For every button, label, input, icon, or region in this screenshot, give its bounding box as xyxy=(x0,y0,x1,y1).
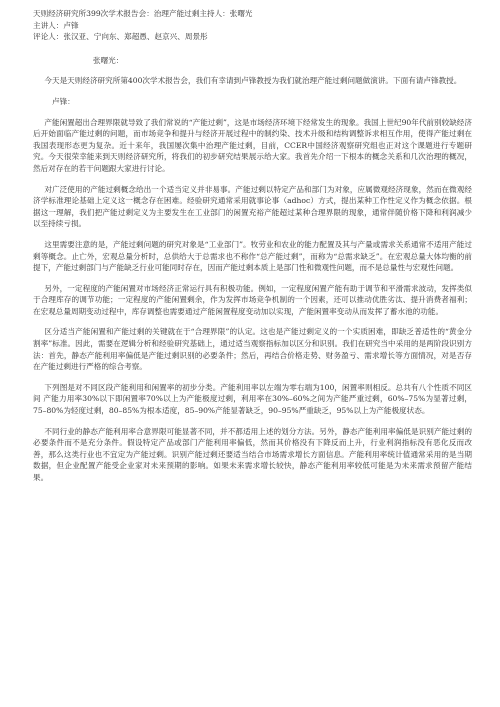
report-title: 天则经济研究所399次学术报告会：治理产能过剩主持人：张曙光 xyxy=(33,9,253,18)
speaker-label-zhang: 张曙光： xyxy=(93,55,124,65)
body-paragraph: 另外，一定程度的产能闲置对市场经济正常运行具有积极功能。例如，一定程度闲置产能有助于调节和平滑需求波动，发挥类似于合理库存的调节功能；一定程度的产能闲置剩余，作为发挥市场竞争机制的一个因素，还可以推动优胜劣汰、提升消费者福利；在宏观总量周期变动过程中，库存调整也需要通过产能闲置程度变动加以实现，产能闲置率变动从而发挥了蓄水池的功能。 xyxy=(33,283,472,316)
commentators-line: 评论人：张汉亚、宁向东、郑超愚、赵京兴、周景彤 xyxy=(33,32,208,42)
host-line: 主讲人：卢锋 xyxy=(33,20,79,30)
body-paragraph: 区分适当产能闲置和产能过剩的关键就在于“合理界限”的认定。这也是产能过剩定义的一个实质困难，即缺乏普适性的“黄金分割率”标准。因此，需要在逻辑分析和经验研究基础上，通过适当观察指标加以区分和识别。我们在研究当中采用的是两阶段识别方法：首先，静态产能利用率偏低是产能过剩识别的必要条件；然后，再结合价格走势、财务盈亏、需求增长等方面情况，对是否存在产能过剩进行严格的综合考察。 xyxy=(33,327,472,372)
body-paragraph: 产能闲置超出合理界限就导致了我们常说的“产能过剩”，这是市场经济环境下经常发生的现象。我国上世纪90年代前别较缺经济后开始面临产能过剩的问题，而市场竞争和提升与经济开展过程中的制约染、技术升级和结构调整诉求相互作用，使得产能过剩在我国表现形态更为复杂。近十来年，我国屡次集中治理产能过剩，目前，CCER中国经济观察研究组也正对这个课题进行专题研究。今天很荣幸能来到天则经济研究所，将我们的初步研究结果展示给大家。我首先介绍一下根本的概念关系和几次治理的概况，然后对存在的若干问题跟大家进行讨论。 xyxy=(33,117,472,173)
body-paragraph: 这里需要注意的是，产能过剩问题的研究对象是“工业部门”。牧劳业和农业的能力配置及其与产量或需求关系通常不适用产能过剩等概念。止亡外，宏观总量分析时，总供给大于总需求也不称作“总产能过剩”，而称为“总需求缺乏”。在宏观总量大体均衡的前提下，产能过剩部门与产能缺乏行业可能同时存在，因而产能过剩本质上是部门性和微观性问题，而不是总量性与宏观性问题。 xyxy=(33,239,472,273)
body-paragraph: 对广泛使用的产能过剩概念给出一个适当定义并非易事。产能过剩以特定产品和部门为对象，应属微观经济现象，然而在微观经济学标准理论基础上定义这一概念存在困难。经验研究通常采用就事论事（adhoc）方式，提出某种工作性定义作为概念依据。根据这一理解，我们把产能过剩定义为主要发生在工业部门的闲置充裕产能超过某种合理界限的现象，通常伴随价格下降和利润减少以至持续亏损。 xyxy=(33,184,472,229)
speaker-label-lu: 卢锋： xyxy=(52,96,75,106)
body-paragraph: 下列图是对不同区段产能利用和闲置率的初步分类。产能利用率以左端为零右端为100，闲置率则相反。总共有八个性质不同区间 产能力用率30%以下即闲置率70%以上为产能极度过剩，利用率在30%–60%之间为产能严重过剩，60%–75%为显著过剩，75–80%为轻度过剩，80–85%为根本适度，85–90%产能显著缺乏，90–95%严重缺乏，95%以上为产能极度状态。 xyxy=(33,382,472,416)
body-paragraph: 不同行业的静态产能利用率合意界限可能显著不同，并不都适用上述的划分方法。另外，静态产能利用率偏低是识别产能过剩的必要条件而不是充分条件。假设特定产品或部门产能利用率偏低，然而其价格没有下降反而上升，行业利润指标没有恶化反而改善，那么这类行业也不宜定为产能过剩。识别产能过剩还要适当结合市场需求增长方面信息。产能利用率统计值通常采用的是当期数据，但企业配置产能受企业家对未来预期的影响。如果未来需求增长较快，静态产能利用率较低可能是为未来需求预留产能结果。 xyxy=(33,426,472,482)
intro-paragraph: 今天是天则经济研究所第400次学术报告会，我们有幸请到卢锋教授为我们就治理产能过剩问题做演讲。下面有请卢锋教授。 xyxy=(44,76,462,86)
